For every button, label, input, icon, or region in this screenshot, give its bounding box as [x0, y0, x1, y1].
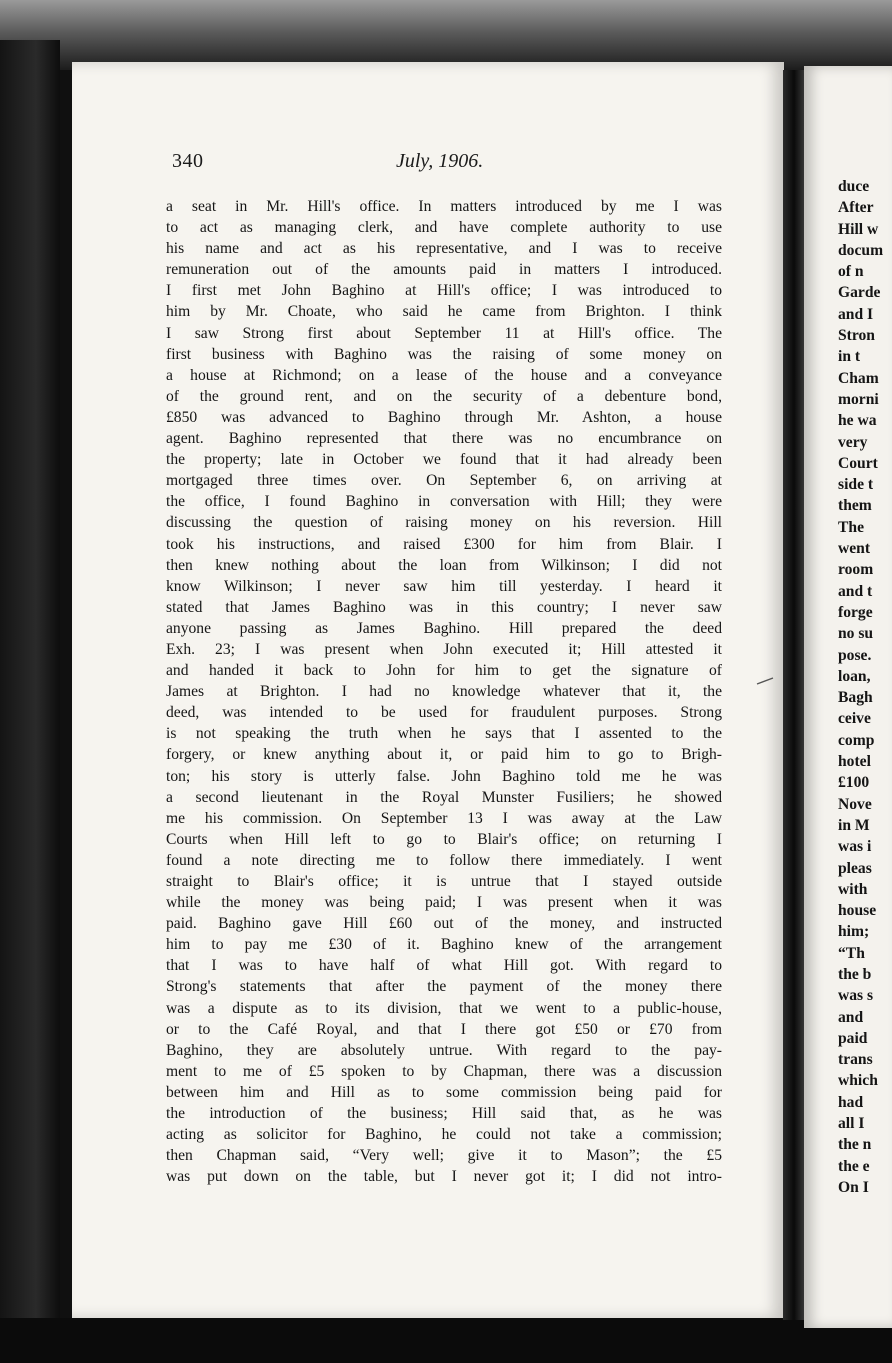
facing-text-line: very	[838, 433, 868, 451]
facing-text-line: paid	[838, 1029, 868, 1047]
text-line: the property; late in October we found that it had already been	[166, 451, 722, 469]
facing-text-line: Garde	[838, 284, 881, 302]
text-line: Baghino, they are absolutely untrue. With regard to the pay-	[166, 1041, 722, 1059]
text-line: a seat in Mr. Hill's office. In matters introduced by me I was	[166, 198, 722, 215]
text-line: I first met John Baghino at Hill's office; I was introduced to	[166, 282, 722, 300]
facing-text-line: docum	[838, 241, 884, 259]
text-line: is not speaking the truth when he says that I assented to the	[166, 725, 722, 743]
facing-text-line: On I	[838, 1178, 869, 1196]
facing-text-line: pleas	[838, 859, 872, 877]
text-line: Courts when Hill left to go to Blair's office; on returning I	[166, 830, 722, 848]
facing-text-line: ceive	[838, 710, 871, 728]
facing-text-line: duce	[838, 178, 870, 195]
right-page-fragment	[804, 66, 892, 1328]
text-line: acting as solicitor for Baghino, he could not take a commission;	[166, 1126, 722, 1144]
text-line: paid. Baghino gave Hill £60 out of the money, and instructed	[166, 915, 722, 933]
facing-text-line: the e	[838, 1157, 870, 1175]
running-head: July, 1906.	[396, 150, 484, 172]
text-line: the introduction of the business; Hill said that, as he was	[166, 1105, 722, 1123]
text-line: between him and Hill as to some commission being paid for	[166, 1083, 722, 1101]
text-line: £850 was advanced to Baghino through Mr. Ashton, a house	[166, 408, 722, 426]
facing-text-line: forge	[838, 603, 873, 621]
facing-text-line: of n	[838, 263, 864, 281]
facing-text-line: house	[838, 902, 877, 920]
facing-text-line: After	[838, 199, 874, 217]
facing-text-line: him;	[838, 923, 870, 941]
facing-text-line: and t	[838, 582, 873, 600]
facing-text-line: in t	[838, 348, 861, 366]
facing-text-line: them	[838, 497, 872, 515]
text-line: anyone passing as James Baghino. Hill prepared the deed	[166, 619, 722, 637]
text-line: then knew nothing about the loan from Wilkinson; I did not	[166, 556, 722, 574]
facing-text-line: room	[838, 561, 874, 579]
facing-text-line: The	[838, 518, 864, 536]
facing-text-line: Court	[838, 454, 878, 472]
text-line: the office, I found Baghino in conversation with Hill; they were	[166, 493, 722, 511]
scan-bottom-border	[0, 1318, 892, 1363]
text-line: discussing the question of raising money on his reversion. Hill	[166, 514, 722, 532]
facing-text-line: and	[838, 1008, 864, 1026]
facing-text-line: £100	[838, 774, 870, 792]
facing-text-line: he wa	[838, 412, 877, 430]
facing-text-line: the n	[838, 1136, 872, 1154]
text-line: was put down on the table, but I never got it; I did not intro-	[166, 1168, 722, 1186]
text-line: remuneration out of the amounts paid in matters I introduced.	[166, 261, 722, 279]
text-line: of the ground rent, and on the security of a debenture bond,	[166, 387, 722, 405]
text-line: that I was to have half of what Hill got. With regard to	[166, 957, 722, 975]
text-line: a house at Richmond; on a lease of the house and a conveyance	[166, 366, 722, 384]
facing-text-line: Hill w	[838, 220, 879, 238]
text-line: James at Brighton. I had no knowledge whatever that it, the	[166, 683, 722, 701]
text-line: I saw Strong first about September 11 at Hill's office. The	[166, 324, 722, 342]
facing-text-line: side t	[838, 476, 874, 494]
facing-text-line: morni	[838, 390, 879, 408]
text-line: straight to Blair's office; it is untrue that I stayed outside	[166, 873, 722, 890]
page-number: 340	[172, 150, 204, 172]
facing-text-line: loan,	[838, 667, 871, 685]
facing-text-line: Stron	[838, 327, 875, 345]
facing-text-line: was i	[838, 838, 872, 856]
text-line: Exh. 23; I was present when John executed it; Hill attested it	[166, 640, 722, 658]
text-line: mortgaged three times over. On September 6, on arriving at	[166, 472, 722, 490]
margin-pencil-mark	[756, 676, 774, 686]
text-line: him to pay me £30 of it. Baghino knew of the arrangement	[166, 936, 722, 954]
text-line: know Wilkinson; I never saw him till yesterday. I heard it	[166, 577, 722, 595]
facing-text-line: Cham	[838, 369, 879, 387]
facing-text-line: Bagh	[838, 689, 873, 707]
text-line: and handed it back to John for him to get the signature of	[166, 662, 722, 680]
facing-text-line: Nove	[838, 795, 872, 813]
text-line: agent. Baghino represented that there was no encumbrance on	[166, 430, 722, 448]
facing-text-line: all I	[838, 1115, 865, 1133]
facing-text-line: had	[838, 1093, 864, 1111]
text-line: ment to me of £5 spoken to by Chapman, there was a discussion	[166, 1062, 722, 1080]
page-header	[96, 146, 616, 176]
text-line: a second lieutenant in the Royal Munster Fusiliers; he showed	[166, 788, 722, 806]
text-line: found a note directing me to follow there immediately. I went	[166, 851, 722, 869]
facing-text-line: and I	[838, 305, 874, 323]
text-line: took his instructions, and raised £300 for him from Blair. I	[166, 535, 722, 553]
text-line: first business with Baghino was the raising of some money on	[166, 345, 722, 363]
text-line: while the money was being paid; I was present when it was	[166, 894, 722, 912]
facing-text-line: went	[838, 540, 871, 558]
facing-page-text	[838, 176, 883, 1198]
text-line: ton; his story is utterly false. John Baghino told me he was	[166, 767, 722, 785]
facing-text-line: was s	[838, 987, 874, 1005]
text-line: to act as managing clerk, and have complete authority to use	[166, 219, 722, 237]
text-line: was a dispute as to its division, that we went to a public-house,	[166, 999, 722, 1017]
facing-text-line: “Th	[838, 944, 865, 962]
text-line: Strong's statements that after the payment of the money there	[166, 978, 722, 996]
text-line: me his commission. On September 13 I was away at the Law	[166, 809, 722, 827]
facing-text-line: with	[838, 880, 868, 898]
body-text	[166, 196, 722, 1187]
facing-text-line: trans	[838, 1051, 873, 1069]
facing-text-line: in M	[838, 816, 870, 834]
facing-text-line: pose.	[838, 646, 872, 664]
facing-text-line: hotel	[838, 753, 871, 771]
book-spine	[783, 70, 805, 1320]
scan-left-border	[0, 40, 60, 1363]
text-line: his name and act as his representative, and I was to receive	[166, 240, 722, 258]
scan-top-border	[0, 0, 892, 70]
text-line: forgery, or knew anything about it, or paid him to go to Brigh-	[166, 746, 722, 764]
text-line: stated that James Baghino was in this country; I never saw	[166, 598, 722, 616]
text-line: him by Mr. Choate, who said he came from Brighton. I think	[166, 303, 722, 321]
facing-text-line: the b	[838, 965, 872, 983]
facing-text-line: which	[838, 1072, 878, 1090]
facing-text-line: comp	[838, 731, 875, 749]
text-line: then Chapman said, “Very well; give it to Mason”; the £5	[166, 1147, 722, 1165]
facing-text-line: no su	[838, 625, 874, 643]
text-line: or to the Café Royal, and that I there got £50 or £70 from	[166, 1020, 722, 1038]
text-line: deed, was intended to be used for fraudulent purposes. Strong	[166, 704, 722, 722]
